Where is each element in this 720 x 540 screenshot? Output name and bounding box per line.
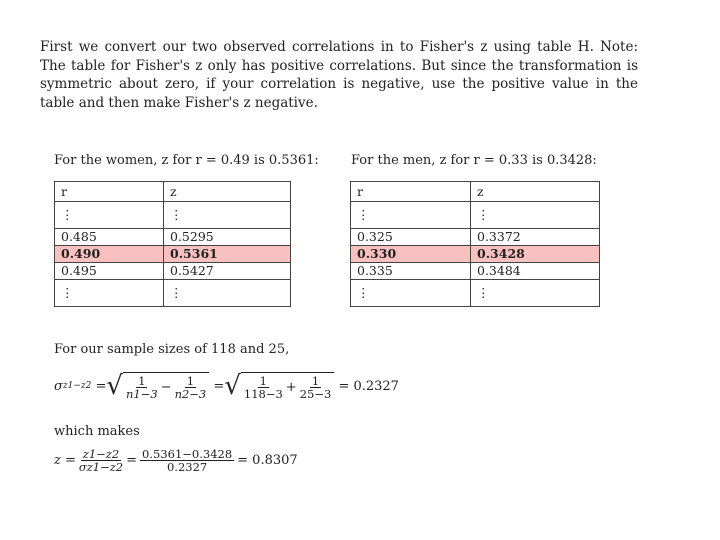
numerator: 1 (259, 374, 267, 388)
sigma-result: = 0.2327 (338, 378, 399, 394)
denominator: 25−3 (299, 387, 332, 401)
sqrt: √ $\frac{1}{118-3}$ + $\frac{1}{25-3}$ (224, 372, 334, 400)
ellipsis: ⋮ (351, 202, 471, 229)
highlighted-row (351, 246, 600, 263)
denominator: 118−3 (243, 387, 283, 401)
sigma-formula (54, 372, 399, 400)
ellipsis: ⋮ (351, 280, 471, 307)
header-z: z (471, 182, 600, 202)
cell-r: 0.325 (351, 229, 471, 246)
cell-z: 0.5295 (164, 229, 291, 246)
operator: + (285, 380, 297, 395)
header-r: r (351, 182, 471, 202)
numerator: 1 (138, 374, 146, 388)
table-row (55, 263, 291, 280)
denominator: n1−3 (125, 387, 158, 401)
equals: = (126, 453, 138, 468)
numerator: z1−z2 (82, 447, 120, 461)
z-lhs: z = (54, 453, 76, 468)
cell-r: 0.490 (55, 246, 164, 263)
numerator: 0.5361−0.3428 (142, 447, 233, 461)
women-caption: For the women, z for r = 0.49 is 0.5361: (54, 153, 319, 168)
ellipsis: ⋮ (55, 202, 164, 229)
denominator: n2−3 (174, 387, 207, 401)
sqrt: √ $\frac{1}{n1-3}$ − $\frac{1}{n2-3}$ (106, 372, 209, 400)
denominator: 0.2327 (166, 460, 208, 474)
ellipsis: ⋮ (471, 202, 600, 229)
sigma-subscript: z1−z2 (62, 381, 92, 391)
operator: − (160, 380, 172, 395)
cell-z: 0.3484 (471, 263, 600, 280)
cell-z: 0.3428 (471, 246, 600, 263)
men-table (350, 181, 600, 307)
header-z: z (164, 182, 291, 202)
cell-r: 0.485 (55, 229, 164, 246)
numerator: 1 (186, 374, 195, 388)
cell-z: 0.5361 (164, 246, 291, 263)
women-table (54, 181, 291, 307)
z-formula (54, 448, 298, 473)
which-makes-text: which makes (54, 424, 140, 439)
equals: = (95, 378, 107, 394)
equals: = (213, 378, 225, 394)
z-result: = 0.8307 (237, 453, 298, 468)
ellipsis: ⋮ (164, 202, 291, 229)
cell-z: 0.3372 (471, 229, 600, 246)
cell-r: 0.330 (351, 246, 471, 263)
ellipsis: ⋮ (55, 280, 164, 307)
cell-r: 0.335 (351, 263, 471, 280)
header-r: r (55, 182, 164, 202)
table-row (351, 229, 600, 246)
table-row (55, 229, 291, 246)
ellipsis: ⋮ (164, 280, 291, 307)
denominator: σz1−z2 (78, 460, 124, 474)
table-row (351, 263, 600, 280)
intro-paragraph: First we convert our two observed correlations in to Fisher's z using table H. Note: The table for Fisher's z only has positive correlations. But since the transformation is symmetric about zero, if your correlation is negative, use the positive value in the table and then make Fisher's z negative. (40, 39, 638, 111)
sigma-symbol: σ (54, 378, 63, 394)
cell-z: 0.5427 (164, 263, 291, 280)
numerator: 1 (311, 374, 320, 388)
cell-r: 0.495 (55, 263, 164, 280)
sample-size-text: For our sample sizes of 118 and 25, (54, 342, 290, 357)
highlighted-row (55, 246, 291, 263)
men-caption: For the men, z for r = 0.33 is 0.3428: (351, 153, 597, 168)
ellipsis: ⋮ (471, 280, 600, 307)
